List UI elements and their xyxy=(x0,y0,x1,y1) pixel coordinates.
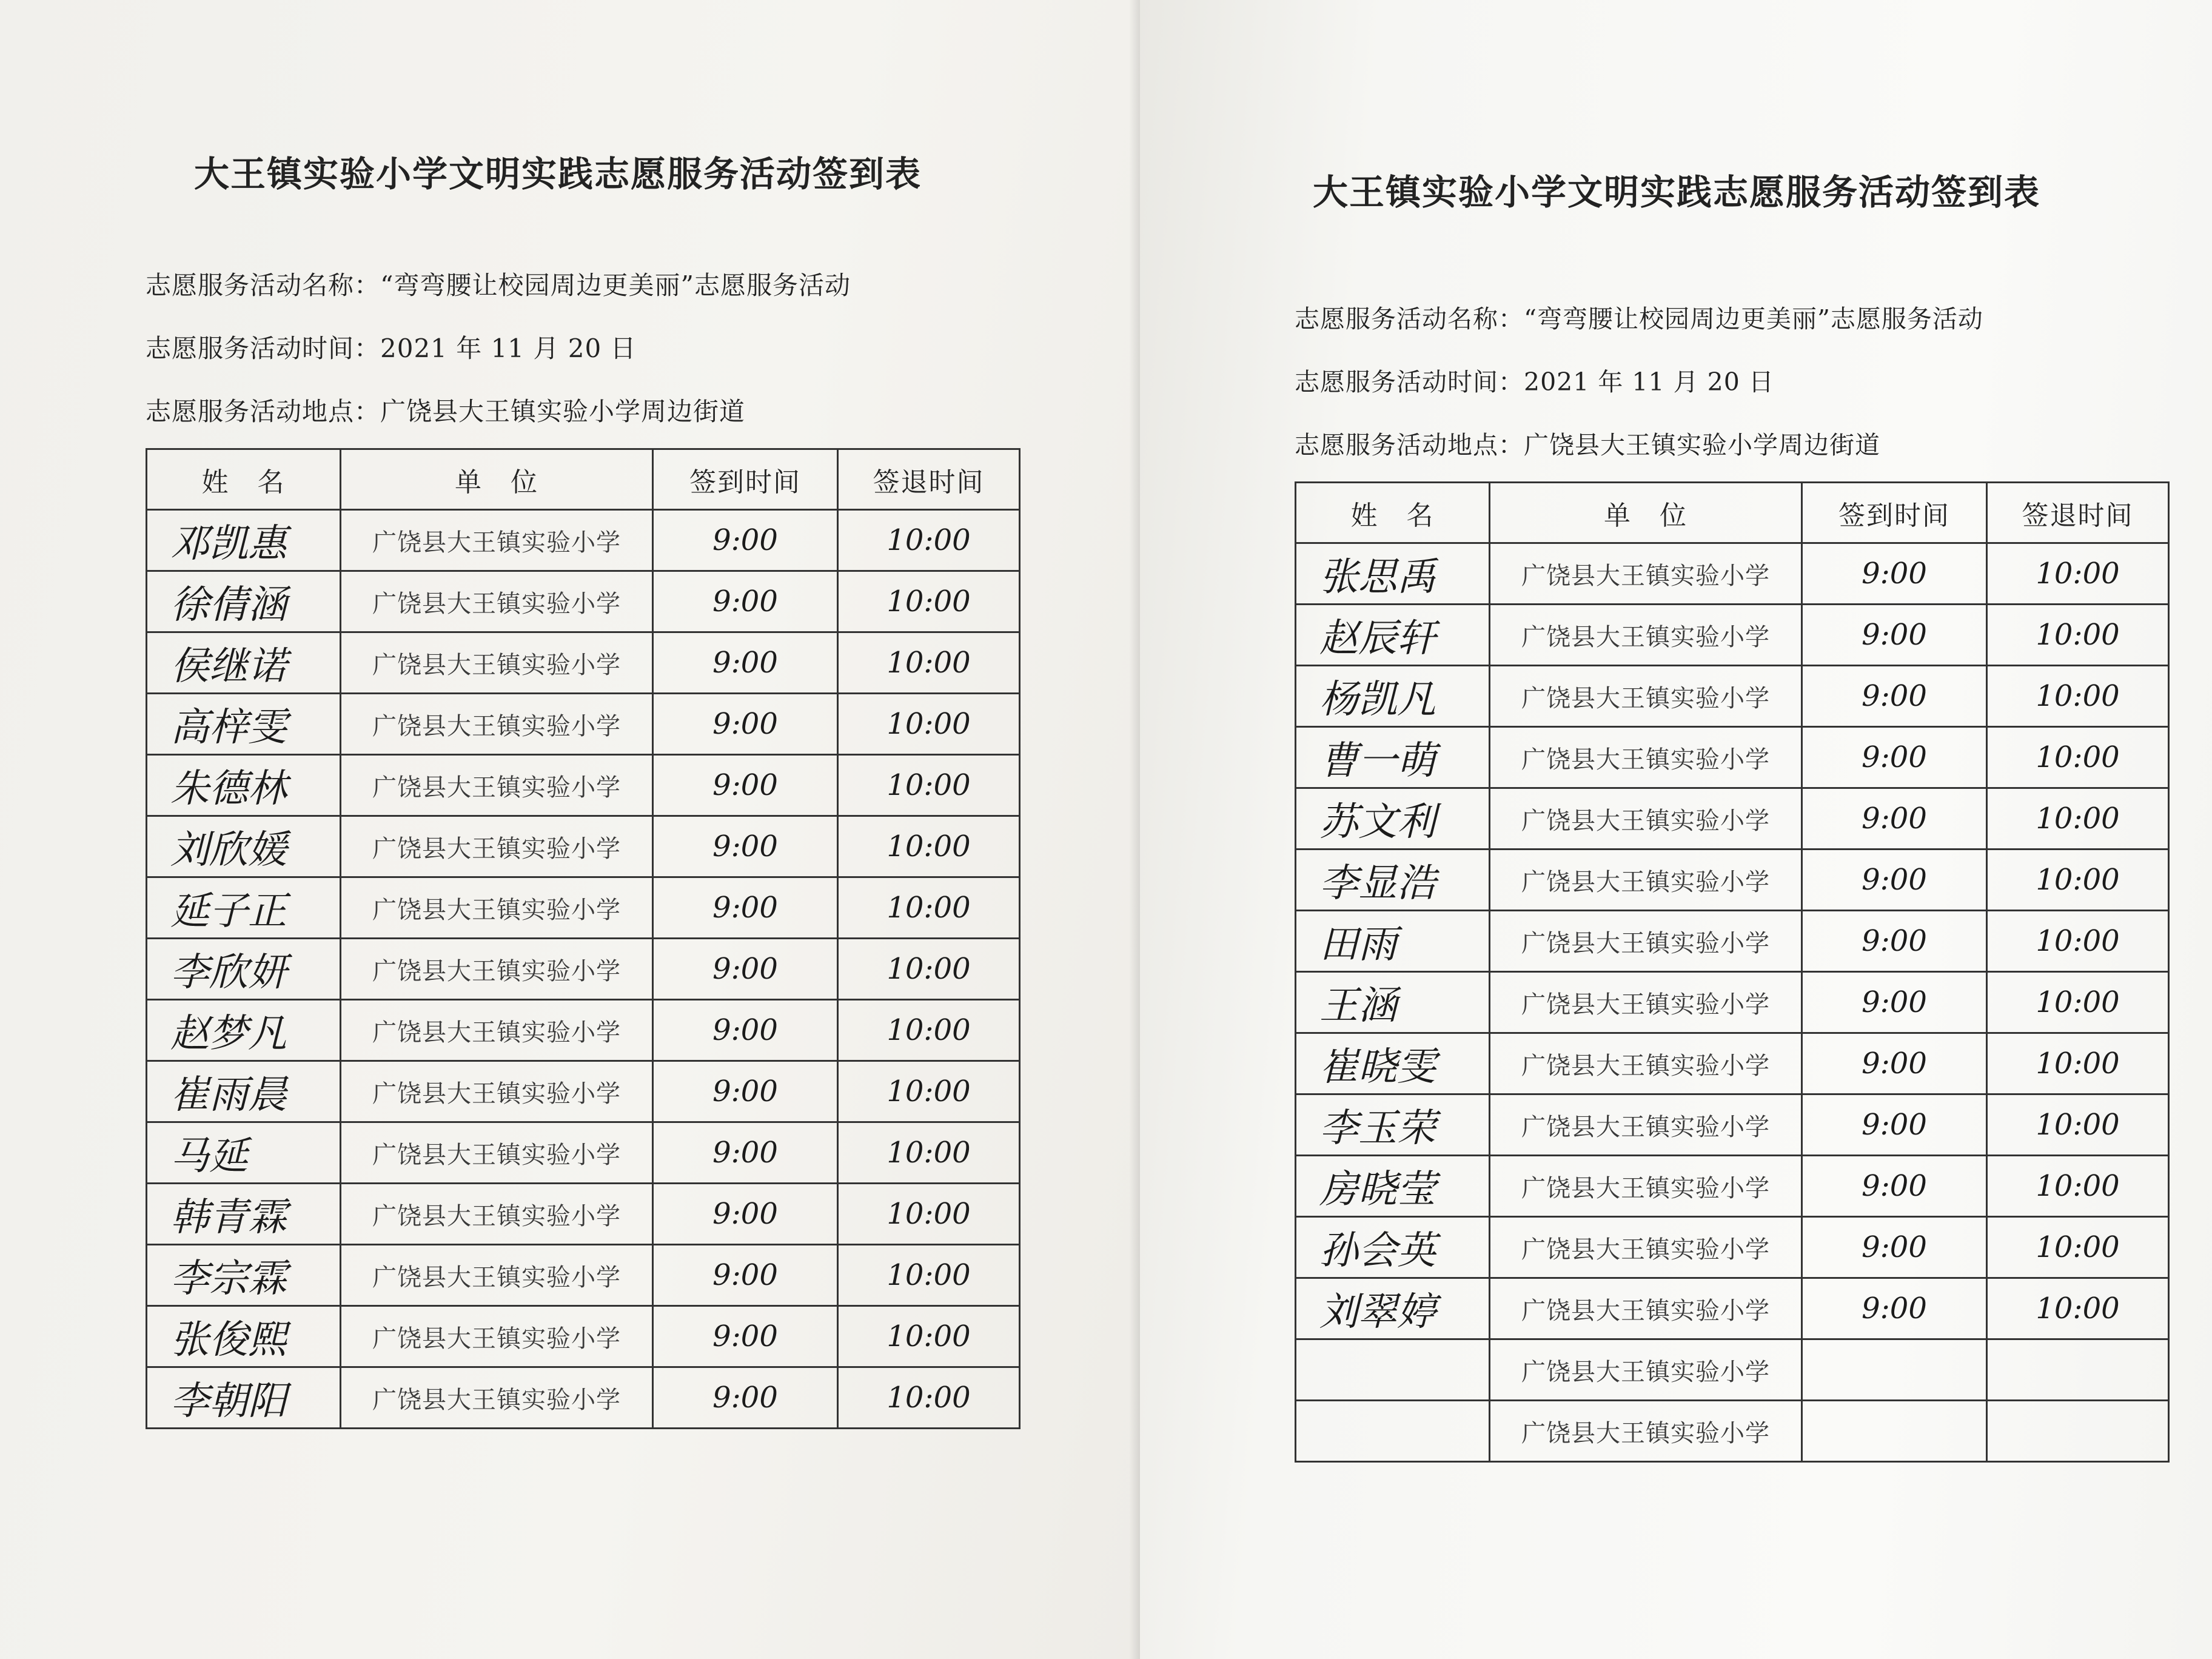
sign-in-time: 9:00 xyxy=(1802,1033,1987,1094)
unit-cell: 广饶县大王镇实验小学 xyxy=(341,1245,653,1306)
table-row xyxy=(147,816,1020,877)
signature-name: 朱德林 xyxy=(147,755,341,816)
header-sign-out-time: 签退时间 xyxy=(1987,483,2169,543)
sign-out-time: 10:00 xyxy=(838,571,1020,632)
header-unit: 单 位 xyxy=(1490,483,1802,543)
activity-place: 志愿服务活动地点：广饶县大王镇实验小学周边街道 xyxy=(1295,431,1880,460)
table-row xyxy=(1296,543,2169,605)
sign-out-time: 10:00 xyxy=(838,694,1020,755)
sign-out-time: 10:00 xyxy=(838,877,1020,939)
sign-out-time: 10:00 xyxy=(1987,727,2169,788)
unit-cell: 广饶县大王镇实验小学 xyxy=(1490,1156,1802,1217)
sign-out-time: 10:00 xyxy=(838,1000,1020,1061)
table-row xyxy=(147,1184,1020,1245)
table-row xyxy=(1296,727,2169,788)
table-row xyxy=(1296,911,2169,972)
sign-in-time: 9:00 xyxy=(653,694,838,755)
unit-cell: 广饶县大王镇实验小学 xyxy=(1490,605,1802,666)
activity-place: 志愿服务活动地点：广饶县大王镇实验小学周边街道 xyxy=(146,397,746,426)
unit-cell: 广饶县大王镇实验小学 xyxy=(341,1000,653,1061)
sign-in-time: 9:00 xyxy=(1802,666,1987,727)
sign-out-time: 10:00 xyxy=(838,755,1020,816)
activity-name: 志愿服务活动名称：“弯弯腰让校园周边更美丽”志愿服务活动 xyxy=(1295,304,1983,333)
signature-name: 苏文利 xyxy=(1296,788,1490,850)
signature-name: 田雨 xyxy=(1296,911,1490,972)
signature-name: 赵梦凡 xyxy=(147,1000,341,1061)
activity-time: 志愿服务活动时间：2021 年 11 月 20 日 xyxy=(1295,367,1774,397)
table-row xyxy=(1296,1217,2169,1278)
unit-cell: 广饶县大王镇实验小学 xyxy=(341,1061,653,1122)
sign-out-time: 10:00 xyxy=(838,939,1020,1000)
signature-name: 延子正 xyxy=(147,877,341,939)
unit-cell: 广饶县大王镇实验小学 xyxy=(1490,1094,1802,1156)
sign-out-time: 10:00 xyxy=(838,1184,1020,1245)
table-row xyxy=(147,694,1020,755)
sign-out-time: 10:00 xyxy=(1987,666,2169,727)
table-row xyxy=(147,1306,1020,1367)
unit-cell: 广饶县大王镇实验小学 xyxy=(341,1122,653,1184)
sign-in-time: 9:00 xyxy=(1802,1278,1987,1339)
signature-name: 张俊熙 xyxy=(147,1306,341,1367)
sign-in-time: 9:00 xyxy=(1802,911,1987,972)
sign-out-time: 10:00 xyxy=(838,1061,1020,1122)
signature-name xyxy=(1296,1401,1490,1462)
header-name: 姓 名 xyxy=(1296,483,1490,543)
unit-cell: 广饶县大王镇实验小学 xyxy=(1490,1278,1802,1339)
table-row xyxy=(1296,972,2169,1033)
signature-name: 崔雨晨 xyxy=(147,1061,341,1122)
unit-cell: 广饶县大王镇实验小学 xyxy=(1490,972,1802,1033)
sign-in-time: 9:00 xyxy=(653,1061,838,1122)
table-row xyxy=(147,877,1020,939)
unit-cell: 广饶县大王镇实验小学 xyxy=(1490,850,1802,911)
sign-in-time: 9:00 xyxy=(653,755,838,816)
sign-out-time: 10:00 xyxy=(1987,1094,2169,1156)
sign-in-time: 9:00 xyxy=(1802,1156,1987,1217)
header-name: 姓 名 xyxy=(147,449,341,510)
unit-cell: 广饶县大王镇实验小学 xyxy=(341,877,653,939)
sign-out-time: 10:00 xyxy=(838,632,1020,694)
unit-cell: 广饶县大王镇实验小学 xyxy=(341,1184,653,1245)
sign-out-time: 10:00 xyxy=(1987,1278,2169,1339)
header-sign-in-time: 签到时间 xyxy=(653,449,838,510)
signature-name: 马延 xyxy=(147,1122,341,1184)
table-row xyxy=(147,1000,1020,1061)
unit-cell: 广饶县大王镇实验小学 xyxy=(1490,1033,1802,1094)
signature-name: 李欣妍 xyxy=(147,939,341,1000)
sheet-title: 大王镇实验小学文明实践志愿服务活动签到表 xyxy=(194,153,922,195)
table-row xyxy=(1296,788,2169,850)
sign-in-time: 9:00 xyxy=(1802,972,1987,1033)
sign-out-time xyxy=(1987,1401,2169,1462)
sign-in-time: 9:00 xyxy=(1802,605,1987,666)
sign-in-table xyxy=(1295,481,2170,1463)
signature-name: 曹一萌 xyxy=(1296,727,1490,788)
table-row xyxy=(1296,850,2169,911)
unit-cell: 广饶县大王镇实验小学 xyxy=(1490,1401,1802,1462)
unit-cell: 广饶县大王镇实验小学 xyxy=(341,1367,653,1429)
table-row xyxy=(147,1367,1020,1429)
unit-cell: 广饶县大王镇实验小学 xyxy=(1490,543,1802,605)
sign-out-time: 10:00 xyxy=(1987,850,2169,911)
signature-name: 韩青霖 xyxy=(147,1184,341,1245)
sign-in-time xyxy=(1802,1401,1987,1462)
sign-out-time: 10:00 xyxy=(1987,788,2169,850)
signature-name: 李显浩 xyxy=(1296,850,1490,911)
signature-name: 侯继诺 xyxy=(147,632,341,694)
sign-in-time: 9:00 xyxy=(653,1245,838,1306)
sign-in-time: 9:00 xyxy=(653,1306,838,1367)
sign-out-time: 10:00 xyxy=(1987,543,2169,605)
signature-name: 李玉荣 xyxy=(1296,1094,1490,1156)
unit-cell: 广饶县大王镇实验小学 xyxy=(1490,911,1802,972)
table-header-row xyxy=(1296,483,2169,543)
sign-out-time: 10:00 xyxy=(1987,1217,2169,1278)
sign-in-time: 9:00 xyxy=(653,1184,838,1245)
header-unit: 单 位 xyxy=(341,449,653,510)
unit-cell: 广饶县大王镇实验小学 xyxy=(341,816,653,877)
table-header-row xyxy=(147,449,1020,510)
signature-name: 高梓雯 xyxy=(147,694,341,755)
sign-in-time: 9:00 xyxy=(653,510,838,571)
signature-name: 李宗霖 xyxy=(147,1245,341,1306)
sign-out-time: 10:00 xyxy=(838,510,1020,571)
sign-out-time xyxy=(1987,1339,2169,1401)
sign-in-table xyxy=(146,448,1021,1429)
unit-cell: 广饶县大王镇实验小学 xyxy=(341,939,653,1000)
sign-out-time: 10:00 xyxy=(1987,972,2169,1033)
table-row xyxy=(1296,1033,2169,1094)
sign-out-time: 10:00 xyxy=(838,1367,1020,1429)
signature-name: 崔晓雯 xyxy=(1296,1033,1490,1094)
table-row xyxy=(147,510,1020,571)
table-row xyxy=(147,939,1020,1000)
right-sign-in-sheet xyxy=(1140,0,2212,1659)
sign-in-time: 9:00 xyxy=(653,939,838,1000)
table-row xyxy=(1296,605,2169,666)
signature-name: 李朝阳 xyxy=(147,1367,341,1429)
signature-name: 杨凯凡 xyxy=(1296,666,1490,727)
signature-name: 房晓莹 xyxy=(1296,1156,1490,1217)
sign-in-time: 9:00 xyxy=(653,816,838,877)
table-row xyxy=(147,632,1020,694)
sign-in-time: 9:00 xyxy=(653,571,838,632)
table-row xyxy=(1296,1339,2169,1401)
unit-cell: 广饶县大王镇实验小学 xyxy=(341,510,653,571)
unit-cell: 广饶县大王镇实验小学 xyxy=(341,632,653,694)
table-row xyxy=(1296,666,2169,727)
header-sign-out-time: 签退时间 xyxy=(838,449,1020,510)
unit-cell: 广饶县大王镇实验小学 xyxy=(1490,788,1802,850)
signature-name: 张思禹 xyxy=(1296,543,1490,605)
sign-out-time: 10:00 xyxy=(1987,911,2169,972)
unit-cell: 广饶县大王镇实验小学 xyxy=(341,1306,653,1367)
sign-out-time: 10:00 xyxy=(838,816,1020,877)
signature-name: 邓凯惠 xyxy=(147,510,341,571)
table-row xyxy=(147,571,1020,632)
sign-in-time: 9:00 xyxy=(1802,850,1987,911)
unit-cell: 广饶县大王镇实验小学 xyxy=(341,694,653,755)
signature-name: 赵辰轩 xyxy=(1296,605,1490,666)
signature-name: 徐倩涵 xyxy=(147,571,341,632)
unit-cell: 广饶县大王镇实验小学 xyxy=(1490,666,1802,727)
table-row xyxy=(1296,1278,2169,1339)
sign-in-time: 9:00 xyxy=(1802,1217,1987,1278)
unit-cell: 广饶县大王镇实验小学 xyxy=(1490,1339,1802,1401)
sign-in-time: 9:00 xyxy=(1802,727,1987,788)
header-sign-in-time: 签到时间 xyxy=(1802,483,1987,543)
sign-out-time: 10:00 xyxy=(838,1245,1020,1306)
table-row xyxy=(147,1122,1020,1184)
unit-cell: 广饶县大王镇实验小学 xyxy=(1490,1217,1802,1278)
table-row xyxy=(147,1061,1020,1122)
unit-cell: 广饶县大王镇实验小学 xyxy=(341,755,653,816)
table-row xyxy=(147,1245,1020,1306)
sign-in-time: 9:00 xyxy=(653,1000,838,1061)
table-row xyxy=(147,755,1020,816)
sign-in-time: 9:00 xyxy=(653,1367,838,1429)
signature-name: 刘翠婷 xyxy=(1296,1278,1490,1339)
sign-in-time: 9:00 xyxy=(653,632,838,694)
sign-in-time xyxy=(1802,1339,1987,1401)
sign-in-time: 9:00 xyxy=(1802,788,1987,850)
table-row xyxy=(1296,1094,2169,1156)
sign-out-time: 10:00 xyxy=(838,1122,1020,1184)
table-row xyxy=(1296,1156,2169,1217)
table-row xyxy=(1296,1401,2169,1462)
signature-name xyxy=(1296,1339,1490,1401)
activity-time: 志愿服务活动时间：2021 年 11 月 20 日 xyxy=(146,333,637,363)
sign-out-time: 10:00 xyxy=(1987,1033,2169,1094)
signature-name: 王涵 xyxy=(1296,972,1490,1033)
sign-out-time: 10:00 xyxy=(838,1306,1020,1367)
unit-cell: 广饶县大王镇实验小学 xyxy=(1490,727,1802,788)
signature-name: 孙会英 xyxy=(1296,1217,1490,1278)
sign-in-time: 9:00 xyxy=(1802,1094,1987,1156)
unit-cell: 广饶县大王镇实验小学 xyxy=(341,571,653,632)
sign-out-time: 10:00 xyxy=(1987,1156,2169,1217)
sign-in-time: 9:00 xyxy=(653,877,838,939)
signature-name: 刘欣媛 xyxy=(147,816,341,877)
sign-in-time: 9:00 xyxy=(1802,543,1987,605)
sign-out-time: 10:00 xyxy=(1987,605,2169,666)
activity-name: 志愿服务活动名称：“弯弯腰让校园周边更美丽”志愿服务活动 xyxy=(146,270,851,300)
sign-in-time: 9:00 xyxy=(653,1122,838,1184)
sheet-title: 大王镇实验小学文明实践志愿服务活动签到表 xyxy=(1313,172,2041,213)
